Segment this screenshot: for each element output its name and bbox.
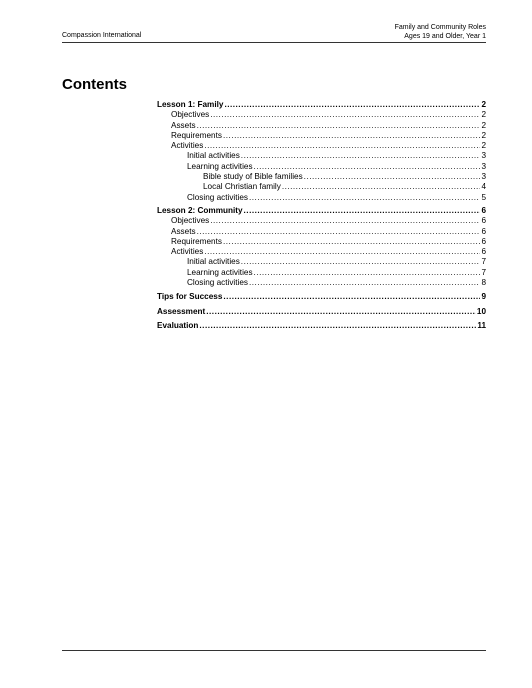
toc-entry-page-number: 3 [481, 172, 486, 182]
toc-entry[interactable] [157, 216, 486, 226]
toc-leader-dots [224, 100, 480, 110]
toc-entry[interactable] [157, 172, 486, 182]
toc-entry[interactable] [157, 193, 486, 203]
toc-entry-title: Lesson 2: Community [157, 205, 243, 215]
toc-entry-page-number: 10 [476, 306, 486, 316]
toc-entry[interactable] [157, 247, 486, 257]
toc-entry-page-number: 5 [481, 192, 486, 202]
toc-leader-dots [210, 110, 480, 120]
toc-entry-page-number: 4 [481, 182, 486, 192]
toc-entry[interactable] [157, 206, 486, 216]
toc-entry[interactable] [157, 268, 486, 278]
toc-entry-title: Closing activities [187, 278, 248, 288]
toc-entry-title: Assets [171, 120, 196, 130]
toc-entry-title: Initial activities [187, 151, 240, 161]
toc-entry-title: Lesson 1: Family [157, 100, 224, 109]
toc-leader-dots [241, 257, 481, 267]
table-of-contents [157, 100, 486, 331]
toc-leader-dots [254, 162, 481, 172]
header-title-line-2: Ages 19 and Older, Year 1 [404, 33, 486, 40]
toc-entry[interactable] [157, 131, 486, 141]
toc-entry-title: Initial activities [187, 257, 240, 267]
toc-entry-page-number: 8 [481, 278, 486, 288]
toc-leader-dots [204, 247, 480, 257]
toc-entry-title: Bible study of Bible families [203, 172, 303, 182]
toc-entry[interactable] [157, 321, 486, 331]
toc-leader-dots [282, 182, 481, 192]
toc-entry-title: Requirements [171, 236, 222, 246]
toc-entry-page-number: 2 [481, 100, 486, 109]
toc-leader-dots [223, 292, 480, 302]
toc-entry-title: Activities [171, 247, 204, 257]
header-title-line-1: Family and Community Roles [394, 24, 486, 31]
toc-entry[interactable] [157, 162, 486, 172]
toc-leader-dots [206, 307, 476, 317]
toc-leader-dots [204, 141, 480, 151]
toc-entry[interactable] [157, 227, 486, 237]
toc-entry-title: Objectives [171, 110, 210, 120]
toc-entry[interactable] [157, 121, 486, 131]
toc-entry[interactable] [157, 237, 486, 247]
toc-entry-page-number: 2 [481, 130, 486, 140]
toc-entry-title: Assets [171, 226, 196, 236]
toc-entry-page-number: 3 [481, 161, 486, 171]
toc-leader-dots [210, 216, 480, 226]
toc-entry[interactable] [157, 257, 486, 267]
toc-entry-title: Activities [171, 141, 204, 151]
toc-leader-dots [197, 121, 481, 131]
toc-entry-title: Evaluation [157, 320, 199, 330]
toc-entry-page-number: 2 [481, 141, 486, 151]
toc-entry-page-number: 6 [481, 205, 486, 215]
toc-entry-page-number: 3 [481, 151, 486, 161]
toc-entry[interactable] [157, 141, 486, 151]
toc-leader-dots [254, 268, 481, 278]
toc-entry[interactable] [157, 292, 486, 302]
toc-entry[interactable] [157, 278, 486, 288]
toc-entry-page-number: 6 [481, 216, 486, 226]
toc-entry-page-number: 2 [481, 120, 486, 130]
header-organization: Compassion International [62, 32, 142, 39]
toc-entry[interactable] [157, 182, 486, 192]
toc-leader-dots [241, 151, 481, 161]
toc-leader-dots [199, 321, 476, 331]
toc-entry-page-number: 9 [481, 292, 486, 302]
toc-entry-page-number: 7 [481, 267, 486, 277]
toc-entry-title: Learning activities [187, 267, 253, 277]
toc-entry-page-number: 6 [481, 247, 486, 257]
toc-entry-page-number: 2 [481, 110, 486, 120]
toc-leader-dots [249, 193, 480, 203]
toc-entry-page-number: 7 [481, 257, 486, 267]
toc-entry[interactable] [157, 307, 486, 317]
toc-entry-title: Objectives [171, 216, 210, 226]
toc-entry-title: Local Christian family [203, 182, 281, 192]
toc-leader-dots [249, 278, 480, 288]
toc-entry-page-number: 6 [481, 236, 486, 246]
toc-entry-title: Assessment [157, 306, 206, 316]
header-divider [62, 42, 486, 43]
toc-entry-title: Requirements [171, 130, 222, 140]
page-title: Contents [62, 76, 127, 93]
toc-leader-dots [304, 172, 481, 182]
toc-entry-title: Learning activities [187, 161, 253, 171]
footer-divider [62, 650, 486, 651]
toc-entry-title: Closing activities [187, 192, 248, 202]
toc-leader-dots [223, 131, 480, 141]
toc-entry-page-number: 6 [481, 226, 486, 236]
toc-entry-page-number: 11 [477, 320, 486, 330]
toc-entry[interactable] [157, 100, 486, 110]
toc-leader-dots [244, 206, 481, 216]
toc-entry-title: Tips for Success [157, 292, 223, 302]
toc-entry[interactable] [157, 110, 486, 120]
toc-entry[interactable] [157, 151, 486, 161]
header-document-title [395, 23, 486, 41]
toc-leader-dots [197, 227, 481, 237]
toc-leader-dots [223, 237, 480, 247]
